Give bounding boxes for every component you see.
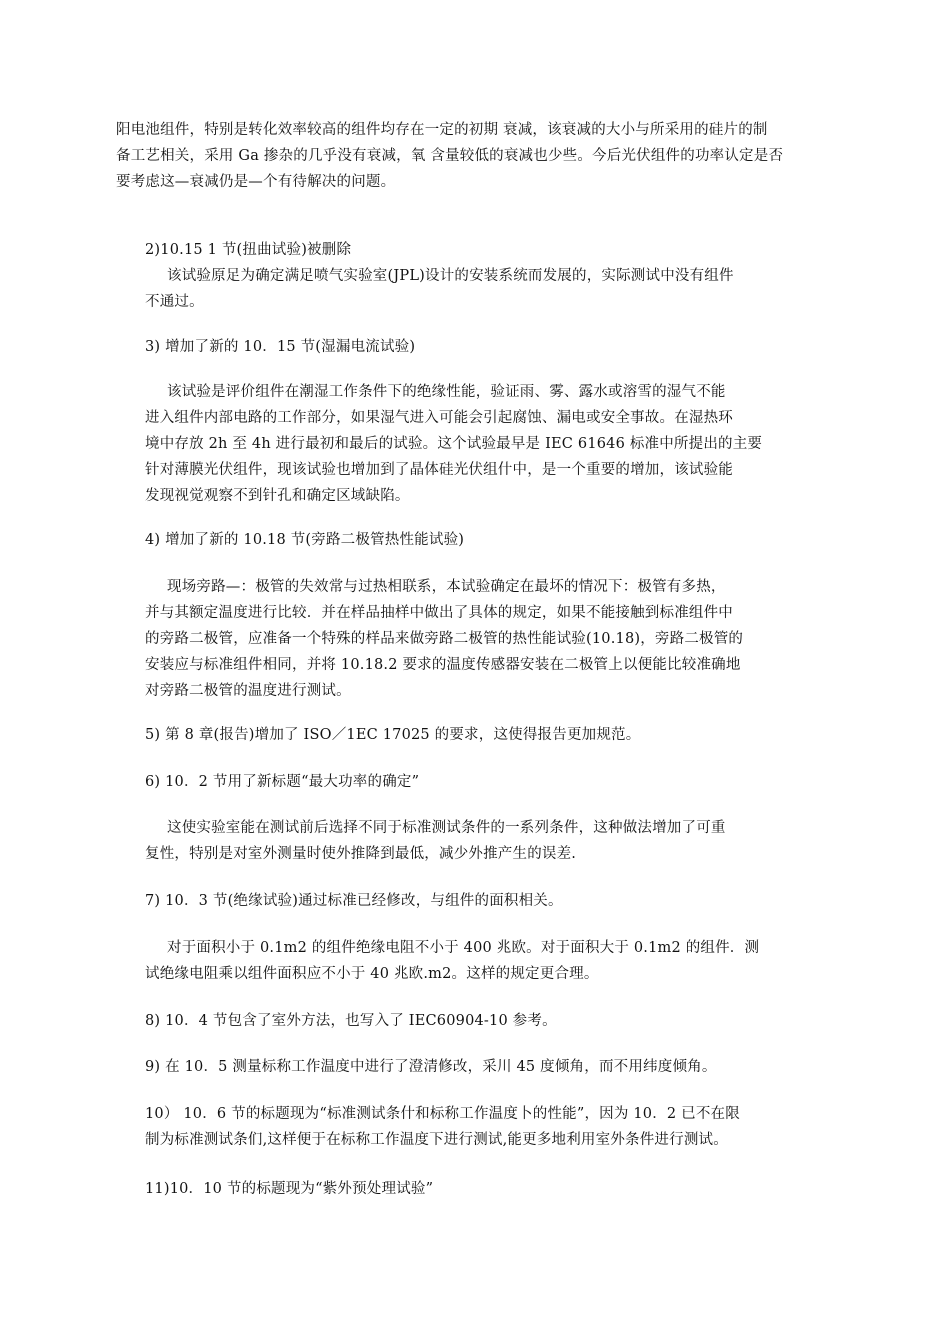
text-line: 不通过。 [145, 294, 204, 310]
text-line: 并与其额定温度进行比较．并在样品抽样中做出了具体的规定，如果不能接触到标准组件中 [145, 605, 733, 621]
text-line: 9) 在 10．5 测量标称工作温度中进行了澄清修改，采川 45 度倾角，而不用纬度倾角。 [145, 1059, 717, 1075]
paragraph-4 [145, 574, 825, 704]
text-line: 进入组件内部电路的工作部分，如果湿气进入可能会引起腐蚀、漏电或安全事故。在湿热环 [145, 410, 733, 426]
section-heading-2 [145, 237, 825, 263]
paragraph-2 [145, 263, 825, 315]
text-line: 这使实验室能在测试前后选择不同于标准测试条件的一系列条件，这种做法增加了可重 [167, 820, 726, 836]
section-heading-9 [145, 1054, 825, 1080]
paragraph-3 [145, 379, 825, 509]
paragraph-7 [145, 935, 825, 987]
section-heading-7 [145, 888, 825, 914]
text-line: 安装应与标准组件相同，并将 10.18.2 要求的温度传感器安装在二极管上以便能比较准确地 [145, 657, 741, 673]
section-heading-5 [145, 722, 825, 748]
text-line: 的旁路二极管，应准备一个特殊的样品来做旁路二极管的热性能试验(10.18)，旁路二极管的 [145, 631, 744, 647]
intro-paragraph [116, 117, 876, 195]
text-line: 现场旁路—：极管的失效常与过热相联系，本试验确定在最坏的情况下：极管有多热， [167, 579, 726, 595]
section-heading-6 [145, 769, 825, 795]
paragraph-6 [145, 815, 825, 867]
text-line: 该试验原足为确定满足喷气实验室(JPL)设计的安装系统而发展的，实际测试中没有组件 [167, 268, 734, 284]
text-line: 试绝缘电阻乘以组件面积应不小于 40 兆欧.m2。这样的规定更合理。 [145, 966, 599, 982]
text-line: 6) 10．2 节用了新标题“最大功率的确定” [145, 774, 420, 790]
text-line: 3) 增加了新的 10．15 节(湿漏电流试验) [145, 339, 416, 355]
section-heading-4 [145, 527, 825, 553]
text-line: 针对薄膜光伏组件，现该试验也增加到了晶体硅光伏组什中，是一个重要的增加，该试验能 [145, 462, 733, 478]
text-line: 要考虑这—衰减仍是—个有待解决的问题。 [116, 174, 396, 190]
text-line: 该试验是评价组件在潮湿工作条件下的绝缘性能，验证雨、雾、露水或溶雪的湿气不能 [167, 384, 726, 400]
section-heading-3 [145, 334, 825, 360]
text-line: 10） 10．6 节的标题现为“标准测试条什和标称工作温度卜的性能”，因为 10．2 已不在限 [145, 1106, 740, 1122]
text-line: 制为标准测试条们,这样便于在标称工作温度下进行测试,能更多地利用室外条件进行测试。 [145, 1132, 728, 1148]
text-line: 对于面积小于 0.1m2 的组件绝缘电阻不小于 400 兆欧。对于面积大于 0.1m2 的组件．测 [167, 940, 760, 956]
text-line: 复性，特别是对室外测量时使外推降到最低，减少外推产生的误差. [145, 846, 577, 862]
text-line: 2)10.15 1 节(扭曲试验)被删除 [145, 242, 352, 258]
text-line: 阳电池组件，特别是转化效率较高的组件均存在一定的初期 衰减，该衰减的大小与所采用的硅片的制 [116, 122, 768, 138]
section-heading-11 [145, 1176, 825, 1202]
text-line: 境中存放 2h 至 4h 进行最初和最后的试验。这个试验最早是 IEC 61646 标准中所提出的主要 [145, 436, 763, 452]
text-line: 8) 10．4 节包含了室外方法，也写入了 IEC60904-10 参考。 [145, 1013, 557, 1029]
text-line: 发现视觉观察不到针孔和确定区域缺陷。 [145, 488, 410, 504]
text-line: 7) 10．3 节(绝缘试验)通过标准已经修改，与组件的面积相关。 [145, 893, 563, 909]
text-line: 11)10．10 节的标题现为“紫外预处理试验” [145, 1181, 434, 1197]
text-line: 5) 第 8 章(报告)增加了 ISO／1EC 17025 的要求，这使得报告更加规范。 [145, 727, 641, 743]
text-line: 4) 增加了新的 10.18 节(旁路二极管热性能试验) [145, 532, 465, 548]
text-line: 备工艺相关，采用 Ga 掺杂的几乎没有衰减，氧 含量较低的衰减也少些。今后光伏组件的功率认定是否 [116, 148, 784, 164]
text-line: 对旁路二极管的温度进行测试。 [145, 683, 351, 699]
section-heading-8 [145, 1008, 825, 1034]
paragraph-10 [145, 1101, 825, 1153]
